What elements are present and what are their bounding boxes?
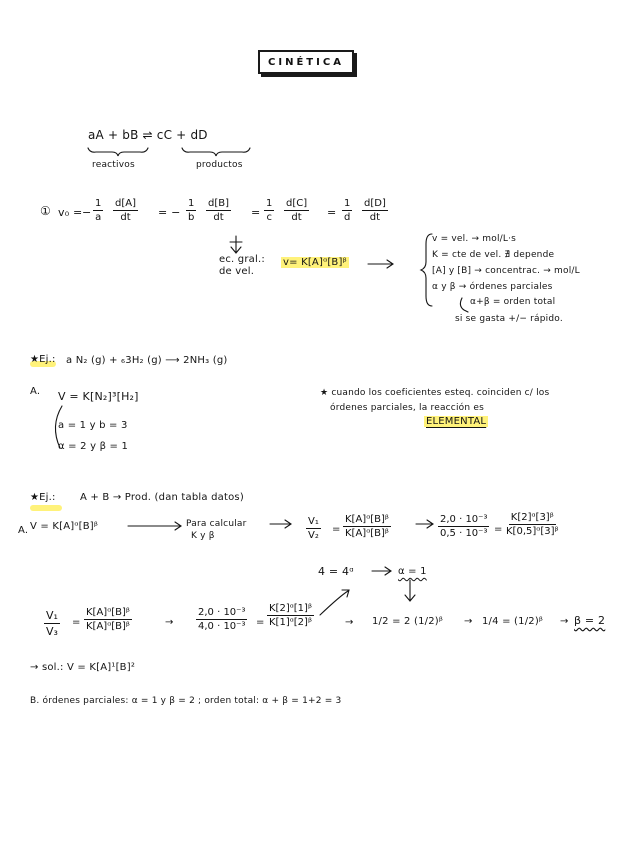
alpha-result (398, 566, 427, 577)
highlight-mark (30, 505, 62, 511)
reactants-label: reactivos (92, 160, 135, 170)
rate-marker: ① (40, 204, 51, 218)
ratio-num: K[2]ᵅ[3]ᵝ (510, 512, 554, 523)
legend-item: v = vel. → mol/L·s (432, 234, 517, 244)
arrow-glyph: → (464, 616, 473, 627)
ratio-num: V₁ (46, 609, 58, 622)
ratio-den: V₃ (46, 625, 58, 638)
arrow-glyph: → (165, 617, 174, 628)
alpha-result-text: α = 1 (398, 566, 427, 577)
rate-term-coef (186, 198, 196, 223)
coef-num: 1 (95, 198, 102, 209)
deriv-den: dt (120, 212, 131, 223)
coef-num: 1 (266, 198, 273, 209)
calc-note: Para calcular (186, 519, 247, 529)
reactants-brace (88, 148, 148, 156)
rate-term-derivative (362, 198, 388, 223)
right-arrow (368, 260, 393, 268)
general-rate-law (281, 257, 349, 268)
deriv-den: dt (213, 212, 224, 223)
example1-coefficients: a = 1 y b = 3 (58, 420, 128, 431)
coef-den: c (266, 212, 272, 223)
beta-substituted (267, 603, 314, 628)
arrow-glyph: → (560, 616, 569, 627)
alpha-equation: 4 = 4ᵅ (318, 565, 354, 578)
equals-sign: = (256, 617, 265, 628)
rate-term-sign: = (327, 206, 337, 219)
ratio-den: K[1]ᵅ[2]ᵝ (269, 617, 312, 628)
ratio-num: 2,0 · 10⁻³ (440, 514, 488, 525)
example1-part-a: A. (30, 386, 41, 397)
long-arrow (128, 522, 181, 530)
example1-note: ★ cuando los coeficientes esteq. coinciden c/ los (320, 388, 550, 398)
page-title: CINÉTICA (258, 50, 354, 74)
ratio-num: 2,0 · 10⁻³ (198, 607, 246, 618)
rate-term-coef (93, 198, 103, 223)
rate-term-coef (342, 198, 352, 223)
part-b-summary: B. órdenes parciales: α = 1 y β = 2 ; orden total: α + β = 1+2 = 3 (30, 696, 342, 706)
arrow (416, 520, 433, 528)
legend-item: α y β → órdenes parciales (432, 282, 553, 292)
deriv-den: dt (291, 212, 302, 223)
beta-step-1: 1/2 = 2 (1/2)ᵝ (372, 616, 444, 627)
example2-part-a: A. (18, 525, 29, 536)
coef-num: 1 (188, 198, 195, 209)
legend-brace (421, 234, 432, 306)
legend-item: [A] y [B] → concentrac. → mol/L (432, 266, 580, 276)
deriv-num: d[B] (208, 198, 230, 209)
elemental-text: ELEMENTAL (426, 416, 487, 427)
beta-result-text: β = 2 (574, 614, 606, 627)
reaction-equation: aA + bB ⇌ cC + dD (88, 128, 208, 142)
products-brace (182, 148, 250, 156)
ratio-v1-v3 (44, 609, 60, 638)
deriv-num: d[A] (115, 198, 136, 209)
equals-sign: = (332, 524, 341, 535)
down-arrow (405, 580, 415, 601)
ratio-num: K[A]ᵅ[B]ᵝ (345, 514, 389, 525)
rate-term-sign: − (82, 206, 92, 219)
ratio-den: K[0,5]ᵅ[3]ᵝ (506, 526, 559, 537)
arrow (270, 520, 291, 528)
elemental-label (424, 416, 488, 427)
rate-term-sign: = − (158, 206, 181, 219)
legend-item: K = cte de vel. ∄ depende (432, 250, 555, 260)
ratio-num: K[A]ᵅ[B]ᵝ (86, 607, 130, 618)
beta-values (196, 607, 247, 632)
ratio-substituted (506, 512, 559, 537)
rate-term-coef (264, 198, 274, 223)
rate-term-derivative (206, 198, 231, 223)
arrow (372, 567, 391, 575)
equals-sign: = (72, 617, 81, 628)
general-rate-law-text: v= K[A]ᵅ[B]ᵝ (283, 257, 347, 268)
example1-label: ★Ej.: (30, 354, 56, 365)
rate-term-derivative (284, 198, 309, 223)
down-arrow (230, 236, 242, 253)
example2-statement: A + B → Prod. (dan tabla datos) (80, 492, 244, 503)
curved-arrow (460, 298, 468, 312)
arrow-glyph: → (345, 617, 354, 628)
equals-sign: = (494, 524, 503, 535)
curved-arrow (320, 590, 349, 615)
example1-reaction: a N₂ (g) + ₆3H₂ (g) ⟶ 2NH₃ (g) (66, 355, 228, 366)
coef-den: b (188, 212, 195, 223)
rate-term-sign: = (251, 206, 261, 219)
rate-v0: v₀ = (58, 206, 83, 219)
ratio-den: K[A]ᵅ[B]ᵝ (345, 528, 389, 539)
deriv-num: d[C] (286, 198, 308, 209)
ratio-den: 4,0 · 10⁻³ (198, 621, 246, 632)
ratio-num: K[2]ᵅ[1]ᵝ (269, 603, 312, 614)
ratio-num: V₁ (308, 516, 319, 527)
example1-orders: α = 2 y β = 1 (58, 441, 129, 452)
ratio-den: K[A]ᵅ[B]ᵝ (86, 621, 130, 632)
ratio-v1-v2 (306, 516, 321, 541)
example1-rate-law: V = K[N₂]³[H₂] (58, 390, 139, 403)
legend-item: si se gasta +/− rápido. (455, 314, 563, 324)
example2-label: ★Ej.: (30, 492, 56, 503)
coef-den: a (95, 212, 102, 223)
coef-den: d (344, 212, 351, 223)
general-eq-label-1: ec. gral.: (219, 254, 265, 265)
legend-item: α+β = orden total (470, 297, 556, 307)
solution: → sol.: V = K[A]¹[B]² (30, 662, 136, 673)
example2-rate-law: V = K[A]ᵅ[B]ᵝ (30, 521, 99, 532)
beta-expression (84, 607, 132, 632)
ratio-den: 0,5 · 10⁻³ (440, 528, 488, 539)
example1-note: órdenes parciales, la reacción es (330, 403, 484, 413)
deriv-num: d[D] (364, 198, 386, 209)
coef-num: 1 (344, 198, 351, 209)
ratio-values (438, 514, 489, 539)
beta-result (574, 614, 605, 627)
products-label: productos (196, 160, 243, 170)
calc-note: K y β (191, 531, 215, 541)
deriv-den: dt (369, 212, 381, 223)
ratio-expression (343, 514, 391, 539)
ratio-den: V₂ (308, 530, 319, 541)
general-eq-label-2: de vel. (219, 266, 255, 277)
rate-term-derivative (113, 198, 138, 223)
beta-step-2: 1/4 = (1/2)ᵝ (482, 616, 544, 627)
